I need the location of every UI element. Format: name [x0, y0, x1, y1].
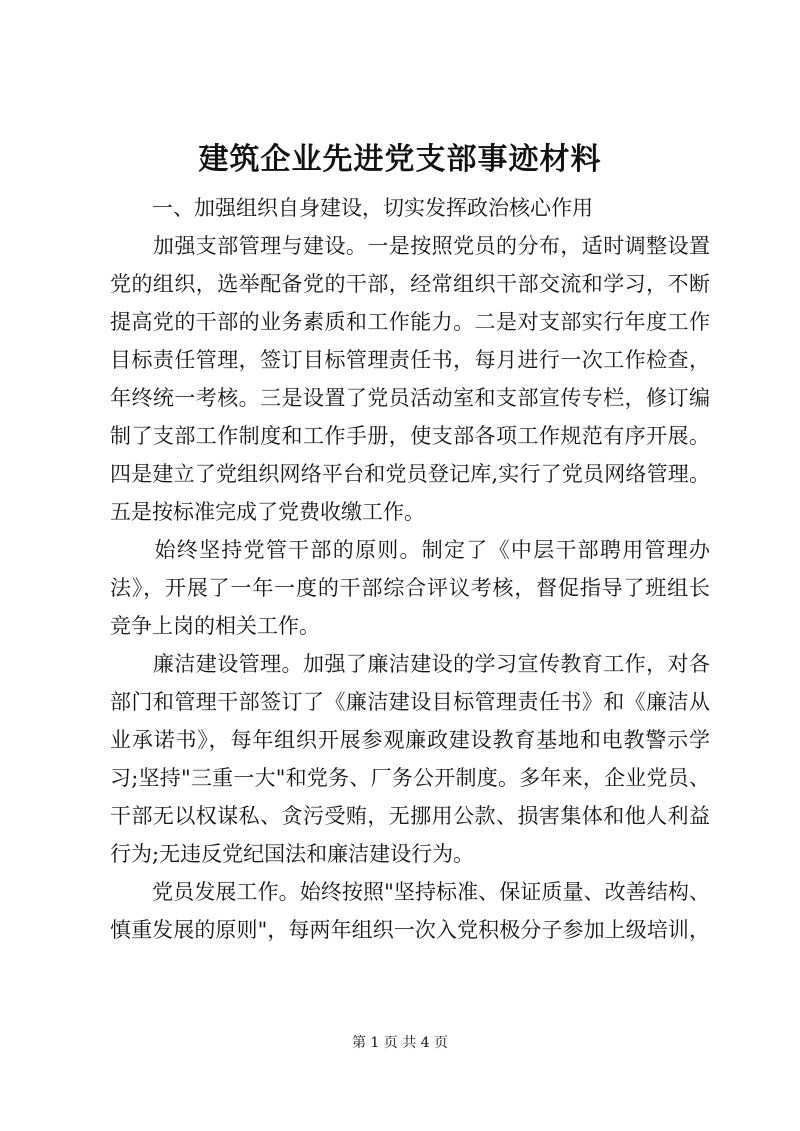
paragraph-line: 竞争上岗的相关工作。 [110, 614, 320, 638]
paragraph-line: 慎重发展的原则"，每两年组织一次入党积极分子参加上级培训， [110, 918, 710, 942]
paragraph-line: 习;坚持"三重一大"和党务、厂务公开制度。多年来，企业党员、 [110, 766, 710, 790]
paragraph-line: 业承诺书》，每年组织开展参观廉政建设教育基地和电教警示学 [110, 728, 710, 752]
section-heading: 一、加强组织自身建设，切实发挥政治核心作用 [110, 196, 593, 220]
page-number-footer: 第 1 页 共 4 页 [351, 1035, 449, 1051]
paragraph-line: 始终坚持党管干部的原则。制定了《中层干部聘用管理办 [110, 538, 710, 562]
paragraph-line: 五是按标准完成了党费收缴工作。 [110, 500, 425, 524]
paragraph-line: 干部无以权谋私、贪污受贿，无挪用公款、损害集体和他人利益 [110, 804, 710, 828]
paragraph-line: 加强支部管理与建设。一是按照党员的分布，适时调整设置 [110, 234, 710, 258]
paragraph-line: 党员发展工作。始终按照"坚持标准、保证质量、改善结构、 [110, 880, 710, 904]
paragraph-line: 行为;无违反党纪国法和廉洁建设行为。 [110, 842, 475, 866]
paragraph-line: 制了支部工作制度和工作手册，使支部各项工作规范有序开展。 [110, 424, 710, 448]
paragraph-line: 廉洁建设管理。加强了廉洁建设的学习宣传教育工作，对各 [110, 652, 710, 676]
paragraph-line: 四是建立了党组织网络平台和党员登记库,实行了党员网络管理。 [110, 462, 710, 486]
paragraph-line: 党的组织，选举配备党的干部，经常组织干部交流和学习，不断 [110, 272, 710, 296]
document-title: 建筑企业先进党支部事迹材料 [198, 142, 602, 177]
paragraph-line: 提高党的干部的业务素质和工作能力。二是对支部实行年度工作 [110, 310, 710, 334]
paragraph-line: 法》，开展了一年一度的干部综合评议考核，督促指导了班组长 [110, 576, 710, 600]
paragraph-line: 年终统一考核。三是设置了党员活动室和支部宣传专栏，修订编 [110, 386, 710, 410]
paragraph-line: 部门和管理干部签订了《廉洁建设目标管理责任书》和《廉洁从 [110, 690, 710, 714]
paragraph-line: 目标责任管理，签订目标管理责任书，每月进行一次工作检查， [110, 348, 710, 372]
